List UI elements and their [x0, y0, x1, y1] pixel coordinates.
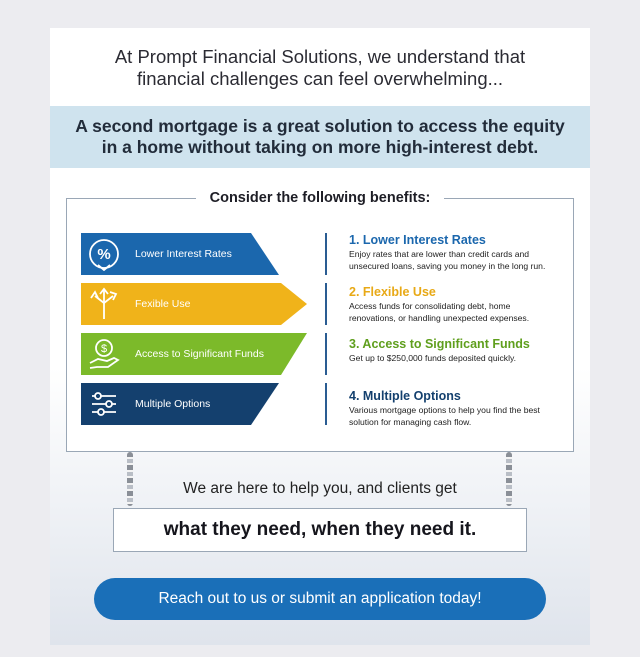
- benefit-1: [349, 233, 559, 272]
- svg-text:$: $: [100, 343, 108, 355]
- intro-line-1: At Prompt Financial Solutions, we understand that: [114, 46, 526, 67]
- benefits-title-wrap: [67, 189, 573, 207]
- arrow-label: Lower Interest Rates: [135, 248, 232, 260]
- benefit-title: 4. Multiple Options: [349, 389, 461, 403]
- arrow-multiple-options: [81, 383, 279, 425]
- percent-icon: [87, 237, 121, 271]
- help-text: We are here to help you, and clients get: [183, 480, 457, 497]
- divider-line: [325, 233, 327, 275]
- sliders-icon: [87, 387, 121, 421]
- benefit-2: [349, 285, 559, 324]
- split-arrows-icon: [87, 287, 121, 321]
- equity-banner: [50, 106, 590, 168]
- benefit-3: [349, 337, 559, 364]
- divider-line: [325, 383, 327, 425]
- benefit-title: 2. Flexible Use: [349, 285, 436, 299]
- benefit-title: 1. Lower Interest Rates: [349, 233, 486, 247]
- tagline-box: [113, 508, 527, 552]
- divider-line: [325, 333, 327, 375]
- arrow-label: Fexible Use: [135, 298, 191, 310]
- benefit-description: Get up to $250,000 funds deposited quickly.: [349, 353, 517, 363]
- benefit-description: Enjoy rates that are lower than credit cards and unsecured loans, saving you money in the long run.: [349, 249, 546, 271]
- intro-text: [0, 46, 640, 90]
- tagline: what they need, when they need it.: [163, 519, 477, 540]
- benefit-title: 3. Access to Significant Funds: [349, 337, 530, 351]
- arrow-access-to-funds: [81, 333, 307, 375]
- svg-text:%: %: [97, 246, 111, 263]
- benefit-description: Access funds for consolidating debt, home renovations, or handling unexpected expenses.: [349, 301, 530, 323]
- arrow-lower-interest-rates: [81, 233, 279, 275]
- arrow-label: Multiple Options: [135, 398, 211, 410]
- hand-coin-icon: [87, 337, 121, 371]
- divider-line: [325, 283, 327, 325]
- benefit-description: Various mortgage options to help you find the best solution for managing cash flow.: [349, 405, 540, 427]
- benefits-card: [66, 190, 574, 452]
- banner-line-2: in a home without taking on more high-interest debt.: [101, 137, 539, 157]
- arrow-label: Access to Significant Funds: [135, 348, 264, 360]
- banner-line-1: A second mortgage is a great solution to access the equity: [75, 116, 565, 136]
- apply-button[interactable]: Reach out to us or submit an application today!: [94, 578, 546, 620]
- benefit-4: [349, 389, 559, 428]
- intro-line-2: financial challenges can feel overwhelming...: [136, 68, 504, 89]
- arrow-flexible-use: [81, 283, 307, 325]
- benefits-title: Consider the following benefits:: [196, 190, 445, 206]
